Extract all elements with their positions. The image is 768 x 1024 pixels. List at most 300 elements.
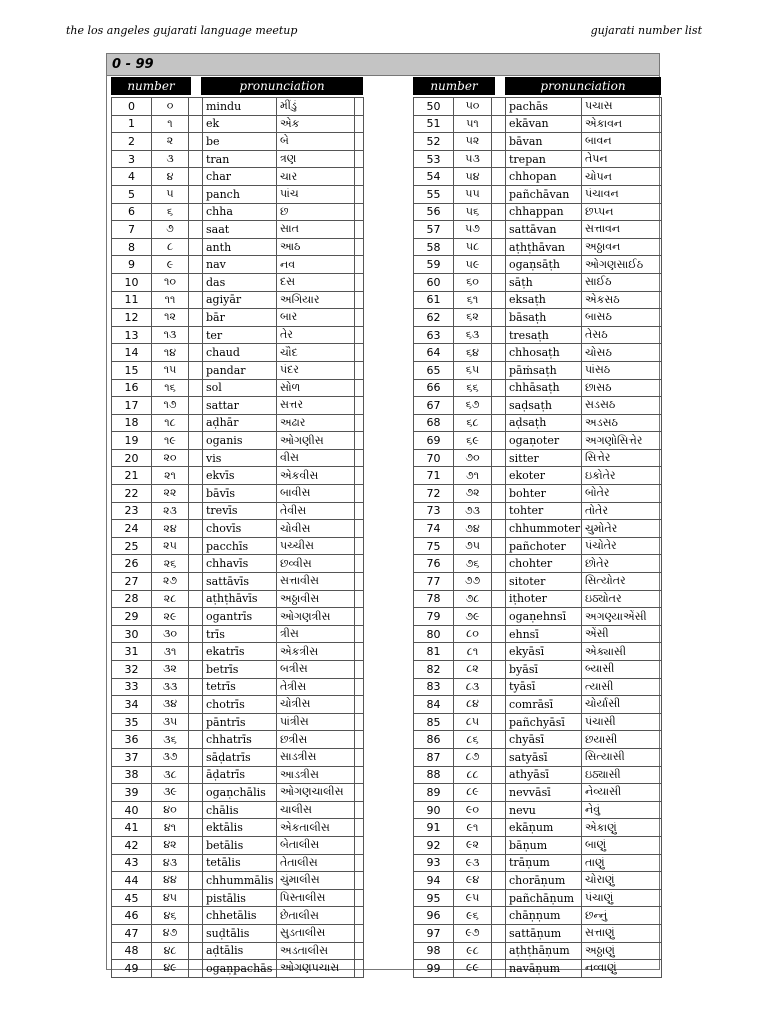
gujarati-word: ચોસઠ xyxy=(582,344,662,362)
spacer-cell xyxy=(189,889,203,907)
spacer-cell xyxy=(189,907,203,925)
gujarati-numeral: ૩૮ xyxy=(152,766,189,784)
table-row xyxy=(112,960,364,978)
arabic-numeral: 85 xyxy=(414,713,454,731)
romanized-pronunciation: chhappan xyxy=(506,203,582,221)
romanized-pronunciation: bohter xyxy=(506,485,582,503)
gujarati-word: પંદર xyxy=(277,361,355,379)
gujarati-word: પાંત્રીસ xyxy=(277,713,355,731)
spacer-cell xyxy=(492,625,506,643)
romanized-pronunciation: pandar xyxy=(203,361,277,379)
arabic-numeral: 78 xyxy=(414,590,454,608)
gujarati-word: એંસી xyxy=(582,625,662,643)
romanized-pronunciation: agiyār xyxy=(203,291,277,309)
table-row xyxy=(414,643,662,661)
arabic-numeral: 69 xyxy=(414,432,454,450)
table-row xyxy=(414,361,662,379)
table-row xyxy=(414,185,662,203)
arabic-numeral: 73 xyxy=(414,502,454,520)
range-banner: 0 - 99 xyxy=(107,54,659,76)
romanized-pronunciation: tetālis xyxy=(203,854,277,872)
spacer-cell xyxy=(492,309,506,327)
gujarati-word: સાડત્રીસ xyxy=(277,748,355,766)
romanized-pronunciation: chhavīs xyxy=(203,555,277,573)
table-row xyxy=(414,784,662,802)
spacer-cell xyxy=(189,185,203,203)
gujarati-word: તેતાલીસ xyxy=(277,854,355,872)
table-row xyxy=(112,379,364,397)
spacer-cell xyxy=(492,836,506,854)
romanized-pronunciation: aṭhṭhāvīs xyxy=(203,590,277,608)
romanized-pronunciation: ogaṇchālis xyxy=(203,784,277,802)
number-column-header: number xyxy=(111,77,191,95)
gujarati-numeral: ૧૭ xyxy=(152,397,189,415)
number-sheet xyxy=(106,53,660,975)
table-row xyxy=(112,291,364,309)
gujarati-word: તેસઠ xyxy=(582,326,662,344)
arabic-numeral: 6 xyxy=(112,203,152,221)
gujarati-numeral: ૫૬ xyxy=(454,203,492,221)
spacer-cell xyxy=(492,502,506,520)
table-row xyxy=(414,696,662,714)
table-row xyxy=(112,256,364,274)
spacer-cell xyxy=(492,115,506,133)
gujarati-word: સિત્તેર xyxy=(582,449,662,467)
gujarati-numeral: ૪૮ xyxy=(152,942,189,960)
romanized-pronunciation: comrāsī xyxy=(506,696,582,714)
gujarati-numeral: ૪૭ xyxy=(152,924,189,942)
arabic-numeral: 22 xyxy=(112,485,152,503)
gujarati-word: એકસઠ xyxy=(582,291,662,309)
table-row xyxy=(112,872,364,890)
gujarati-numeral: ૩ xyxy=(152,150,189,168)
romanized-pronunciation: ogaṇsāṭh xyxy=(506,256,582,274)
romanized-pronunciation: chyāsī xyxy=(506,731,582,749)
romanized-pronunciation: ter xyxy=(203,326,277,344)
gujarati-numeral: ૯ xyxy=(152,256,189,274)
romanized-pronunciation: ekoter xyxy=(506,467,582,485)
gujarati-word: છવ્વીસ xyxy=(277,555,355,573)
table-row xyxy=(414,661,662,679)
spacer-cell xyxy=(492,449,506,467)
arabic-numeral: 65 xyxy=(414,361,454,379)
gujarati-word: છન્નું xyxy=(582,907,662,925)
gujarati-numeral: ૫૧ xyxy=(454,115,492,133)
spacer-cell xyxy=(355,449,364,467)
gujarati-word: બાવીસ xyxy=(277,485,355,503)
spacer-cell xyxy=(355,520,364,538)
gujarati-word: એકવીસ xyxy=(277,467,355,485)
gujarati-numeral: ૬૯ xyxy=(454,432,492,450)
arabic-numeral: 98 xyxy=(414,942,454,960)
spacer-cell xyxy=(492,485,506,503)
spacer-cell xyxy=(189,520,203,538)
spacer-cell xyxy=(189,168,203,186)
spacer-cell xyxy=(189,379,203,397)
romanized-pronunciation: ogantrīs xyxy=(203,608,277,626)
arabic-numeral: 25 xyxy=(112,537,152,555)
romanized-pronunciation: chhatrīs xyxy=(203,731,277,749)
spacer-cell xyxy=(492,907,506,925)
gujarati-word: ઓગણસાઈઠ xyxy=(582,256,662,274)
gujarati-word: વીસ xyxy=(277,449,355,467)
gujarati-numeral: ૨૩ xyxy=(152,502,189,520)
spacer-cell xyxy=(189,854,203,872)
arabic-numeral: 38 xyxy=(112,766,152,784)
gujarati-numeral: ૮૪ xyxy=(454,696,492,714)
gujarati-word: ચુંમાલીસ xyxy=(277,872,355,890)
table-row xyxy=(112,555,364,573)
romanized-pronunciation: ekvīs xyxy=(203,467,277,485)
table-row xyxy=(112,713,364,731)
arabic-numeral: 39 xyxy=(112,784,152,802)
spacer-cell xyxy=(492,361,506,379)
romanized-pronunciation: oganis xyxy=(203,432,277,450)
romanized-pronunciation: pañchoter xyxy=(506,537,582,555)
table-row xyxy=(112,819,364,837)
romanized-pronunciation: chhetālis xyxy=(203,907,277,925)
gujarati-numeral: ૫૪ xyxy=(454,168,492,186)
spacer-cell xyxy=(189,801,203,819)
arabic-numeral: 58 xyxy=(414,238,454,256)
arabic-numeral: 72 xyxy=(414,485,454,503)
romanized-pronunciation: sattar xyxy=(203,397,277,415)
romanized-pronunciation: trevīs xyxy=(203,502,277,520)
table-row xyxy=(112,133,364,151)
spacer-cell xyxy=(355,784,364,802)
table-row xyxy=(414,326,662,344)
table-row xyxy=(112,485,364,503)
gujarati-word: ચોપન xyxy=(582,168,662,186)
romanized-pronunciation: chha xyxy=(203,203,277,221)
arabic-numeral: 79 xyxy=(414,608,454,626)
gujarati-word: સડસઠ xyxy=(582,397,662,415)
table-row xyxy=(112,801,364,819)
gujarati-numeral: ૯૮ xyxy=(454,942,492,960)
table-row xyxy=(112,748,364,766)
gujarati-numeral: ૯૨ xyxy=(454,836,492,854)
romanized-pronunciation: sattāvan xyxy=(506,221,582,239)
gujarati-word: ચુમોતેર xyxy=(582,520,662,538)
gujarati-word: અડસઠ xyxy=(582,414,662,432)
gujarati-numeral: ૯૬ xyxy=(454,907,492,925)
table-row xyxy=(112,115,364,133)
table-row xyxy=(112,643,364,661)
spacer-cell xyxy=(189,432,203,450)
spacer-cell xyxy=(492,379,506,397)
spacer-cell xyxy=(355,942,364,960)
pronunciation-column-header: pronunciation xyxy=(201,77,363,95)
spacer-cell xyxy=(492,942,506,960)
table-row xyxy=(414,273,662,291)
arabic-numeral: 45 xyxy=(112,889,152,907)
gujarati-word: તાણું xyxy=(582,854,662,872)
spacer-cell xyxy=(355,608,364,626)
spacer-cell xyxy=(189,361,203,379)
romanized-pronunciation: chhāsaṭh xyxy=(506,379,582,397)
table-row xyxy=(414,942,662,960)
gujarati-word: ચોત્રીસ xyxy=(277,696,355,714)
gujarati-numeral: ૨૨ xyxy=(152,485,189,503)
gujarati-word: સુડતાલીસ xyxy=(277,924,355,942)
arabic-numeral: 10 xyxy=(112,273,152,291)
arabic-numeral: 52 xyxy=(414,133,454,151)
romanized-pronunciation: sattāṇum xyxy=(506,924,582,942)
spacer-cell xyxy=(492,573,506,591)
romanized-pronunciation: pāntrīs xyxy=(203,713,277,731)
romanized-pronunciation: chāṇṇum xyxy=(506,907,582,925)
romanized-pronunciation: char xyxy=(203,168,277,186)
spacer-cell xyxy=(189,326,203,344)
gujarati-word: અઠ્ઠાવન xyxy=(582,238,662,256)
spacer-cell xyxy=(492,344,506,362)
spacer-cell xyxy=(355,854,364,872)
arabic-numeral: 51 xyxy=(414,115,454,133)
spacer-cell xyxy=(189,98,203,116)
gujarati-numeral: ૩૩ xyxy=(152,678,189,696)
arabic-numeral: 13 xyxy=(112,326,152,344)
gujarati-numeral: ૬૬ xyxy=(454,379,492,397)
gujarati-numeral: ૨૧ xyxy=(152,467,189,485)
arabic-numeral: 12 xyxy=(112,309,152,327)
romanized-pronunciation: aḍhār xyxy=(203,414,277,432)
romanized-pronunciation: chhosaṭh xyxy=(506,344,582,362)
romanized-pronunciation: aṭhṭhāvan xyxy=(506,238,582,256)
romanized-pronunciation: nevu xyxy=(506,801,582,819)
table-row xyxy=(414,731,662,749)
spacer-cell xyxy=(189,960,203,978)
spacer-cell xyxy=(492,661,506,679)
spacer-cell xyxy=(492,414,506,432)
spacer-cell xyxy=(189,661,203,679)
spacer-cell xyxy=(189,590,203,608)
romanized-pronunciation: vis xyxy=(203,449,277,467)
spacer-cell xyxy=(189,449,203,467)
arabic-numeral: 55 xyxy=(414,185,454,203)
gujarati-word: બોતેર xyxy=(582,485,662,503)
table-row xyxy=(414,960,662,978)
gujarati-numeral: ૪૪ xyxy=(152,872,189,890)
spacer-cell xyxy=(355,361,364,379)
gujarati-word: અગિયાર xyxy=(277,291,355,309)
gujarati-numeral: ૪૯ xyxy=(152,960,189,978)
spacer-cell xyxy=(189,344,203,362)
table-row xyxy=(112,520,364,538)
gujarati-word: પંચાવન xyxy=(582,185,662,203)
page-header xyxy=(66,22,702,38)
gujarati-numeral: ૬૪ xyxy=(454,344,492,362)
gujarati-numeral: ૨૫ xyxy=(152,537,189,555)
arabic-numeral: 18 xyxy=(112,414,152,432)
romanized-pronunciation: bāṇum xyxy=(506,836,582,854)
table-row xyxy=(414,555,662,573)
table-row xyxy=(414,221,662,239)
arabic-numeral: 15 xyxy=(112,361,152,379)
romanized-pronunciation: ekāvan xyxy=(506,115,582,133)
spacer-cell xyxy=(355,590,364,608)
spacer-cell xyxy=(189,467,203,485)
gujarati-numeral: ૩૫ xyxy=(152,713,189,731)
gujarati-word: છપ્પન xyxy=(582,203,662,221)
spacer-cell xyxy=(355,485,364,503)
spacer-cell xyxy=(189,555,203,573)
romanized-pronunciation: chorāṇum xyxy=(506,872,582,890)
table-row xyxy=(112,502,364,520)
spacer-cell xyxy=(355,256,364,274)
spacer-cell xyxy=(355,98,364,116)
table-row xyxy=(414,449,662,467)
spacer-cell xyxy=(355,238,364,256)
spacer-cell xyxy=(492,203,506,221)
gujarati-word: તેવીસ xyxy=(277,502,355,520)
gujarati-numeral: ૮૦ xyxy=(454,625,492,643)
romanized-pronunciation: ekāṇum xyxy=(506,819,582,837)
arabic-numeral: 84 xyxy=(414,696,454,714)
table-row xyxy=(112,414,364,432)
spacer-cell xyxy=(189,942,203,960)
table-row xyxy=(414,502,662,520)
gujarati-word: પાંસઠ xyxy=(582,361,662,379)
gujarati-word: બાવન xyxy=(582,133,662,151)
arabic-numeral: 30 xyxy=(112,625,152,643)
spacer-cell xyxy=(492,713,506,731)
arabic-numeral: 27 xyxy=(112,573,152,591)
spacer-cell xyxy=(355,326,364,344)
table-row xyxy=(414,397,662,415)
gujarati-numeral: ૩૭ xyxy=(152,748,189,766)
gujarati-word: સત્તાણું xyxy=(582,924,662,942)
romanized-pronunciation: aḍsaṭh xyxy=(506,414,582,432)
arabic-numeral: 80 xyxy=(414,625,454,643)
left-number-table xyxy=(111,97,364,978)
arabic-numeral: 35 xyxy=(112,713,152,731)
gujarati-word: એકાવન xyxy=(582,115,662,133)
spacer-cell xyxy=(492,555,506,573)
gujarati-numeral: ૩૯ xyxy=(152,784,189,802)
number-column-header: number xyxy=(413,77,495,95)
table-row xyxy=(112,924,364,942)
pronunciation-column-header: pronunciation xyxy=(505,77,661,95)
arabic-numeral: 76 xyxy=(414,555,454,573)
table-row xyxy=(112,168,364,186)
arabic-numeral: 91 xyxy=(414,819,454,837)
arabic-numeral: 54 xyxy=(414,168,454,186)
gujarati-word: ચોરાણું xyxy=(582,872,662,890)
romanized-pronunciation: navāṇum xyxy=(506,960,582,978)
spacer-cell xyxy=(492,397,506,415)
arabic-numeral: 41 xyxy=(112,819,152,837)
spacer-cell xyxy=(492,731,506,749)
arabic-numeral: 68 xyxy=(414,414,454,432)
spacer-cell xyxy=(492,432,506,450)
spacer-cell xyxy=(355,555,364,573)
gujarati-numeral: ૬૦ xyxy=(454,273,492,291)
gujarati-word: પિસ્તાલીસ xyxy=(277,889,355,907)
romanized-pronunciation: trīs xyxy=(203,625,277,643)
arabic-numeral: 56 xyxy=(414,203,454,221)
romanized-pronunciation: sitter xyxy=(506,449,582,467)
table-row xyxy=(112,784,364,802)
arabic-numeral: 3 xyxy=(112,150,152,168)
gujarati-numeral: ૫૩ xyxy=(454,150,492,168)
arabic-numeral: 71 xyxy=(414,467,454,485)
table-row xyxy=(414,854,662,872)
gujarati-numeral: ૨૯ xyxy=(152,608,189,626)
arabic-numeral: 94 xyxy=(414,872,454,890)
gujarati-numeral: ૯૦ xyxy=(454,801,492,819)
table-row xyxy=(112,573,364,591)
gujarati-numeral: ૮૮ xyxy=(454,766,492,784)
arabic-numeral: 32 xyxy=(112,661,152,679)
spacer-cell xyxy=(355,643,364,661)
romanized-pronunciation: sāḍatrīs xyxy=(203,748,277,766)
table-row xyxy=(414,537,662,555)
romanized-pronunciation: pañchyāsī xyxy=(506,713,582,731)
romanized-pronunciation: tohter xyxy=(506,502,582,520)
gujarati-numeral: ૧૬ xyxy=(152,379,189,397)
table-row xyxy=(414,238,662,256)
gujarati-numeral: ૯૭ xyxy=(454,924,492,942)
gujarati-word: છાસઠ xyxy=(582,379,662,397)
spacer-cell xyxy=(355,766,364,784)
gujarati-word: ત્રણ xyxy=(277,150,355,168)
table-row xyxy=(414,309,662,327)
spacer-cell xyxy=(355,924,364,942)
spacer-cell xyxy=(492,98,506,116)
arabic-numeral: 4 xyxy=(112,168,152,186)
romanized-pronunciation: ehnsī xyxy=(506,625,582,643)
spacer-cell xyxy=(492,608,506,626)
table-row xyxy=(414,819,662,837)
arabic-numeral: 47 xyxy=(112,924,152,942)
gujarati-word: પંચાણું xyxy=(582,889,662,907)
arabic-numeral: 70 xyxy=(414,449,454,467)
arabic-numeral: 37 xyxy=(112,748,152,766)
table-row xyxy=(112,344,364,362)
table-row xyxy=(112,309,364,327)
romanized-pronunciation: chhummālis xyxy=(203,872,277,890)
romanized-pronunciation: chohter xyxy=(506,555,582,573)
gujarati-word: છયાસી xyxy=(582,731,662,749)
romanized-pronunciation: ektālis xyxy=(203,819,277,837)
arabic-numeral: 49 xyxy=(112,960,152,978)
romanized-pronunciation: ek xyxy=(203,115,277,133)
arabic-numeral: 48 xyxy=(112,942,152,960)
table-row xyxy=(414,150,662,168)
romanized-pronunciation: betālis xyxy=(203,836,277,854)
gujarati-word: તેર xyxy=(277,326,355,344)
spacer-cell xyxy=(189,924,203,942)
romanized-pronunciation: ogaṇoter xyxy=(506,432,582,450)
spacer-cell xyxy=(355,291,364,309)
gujarati-word: ઓગણીસ xyxy=(277,432,355,450)
table-row xyxy=(414,414,662,432)
romanized-pronunciation: saat xyxy=(203,221,277,239)
gujarati-numeral: ૭૪ xyxy=(454,520,492,538)
spacer-cell xyxy=(355,696,364,714)
romanized-pronunciation: bār xyxy=(203,309,277,327)
table-row xyxy=(112,150,364,168)
arabic-numeral: 11 xyxy=(112,291,152,309)
spacer-cell xyxy=(355,432,364,450)
gujarati-word: સત્તાવન xyxy=(582,221,662,239)
spacer-cell xyxy=(355,801,364,819)
spacer-cell xyxy=(355,537,364,555)
spacer-cell xyxy=(492,889,506,907)
arabic-numeral: 59 xyxy=(414,256,454,274)
gujarati-numeral: ૩૬ xyxy=(152,731,189,749)
arabic-numeral: 77 xyxy=(414,573,454,591)
